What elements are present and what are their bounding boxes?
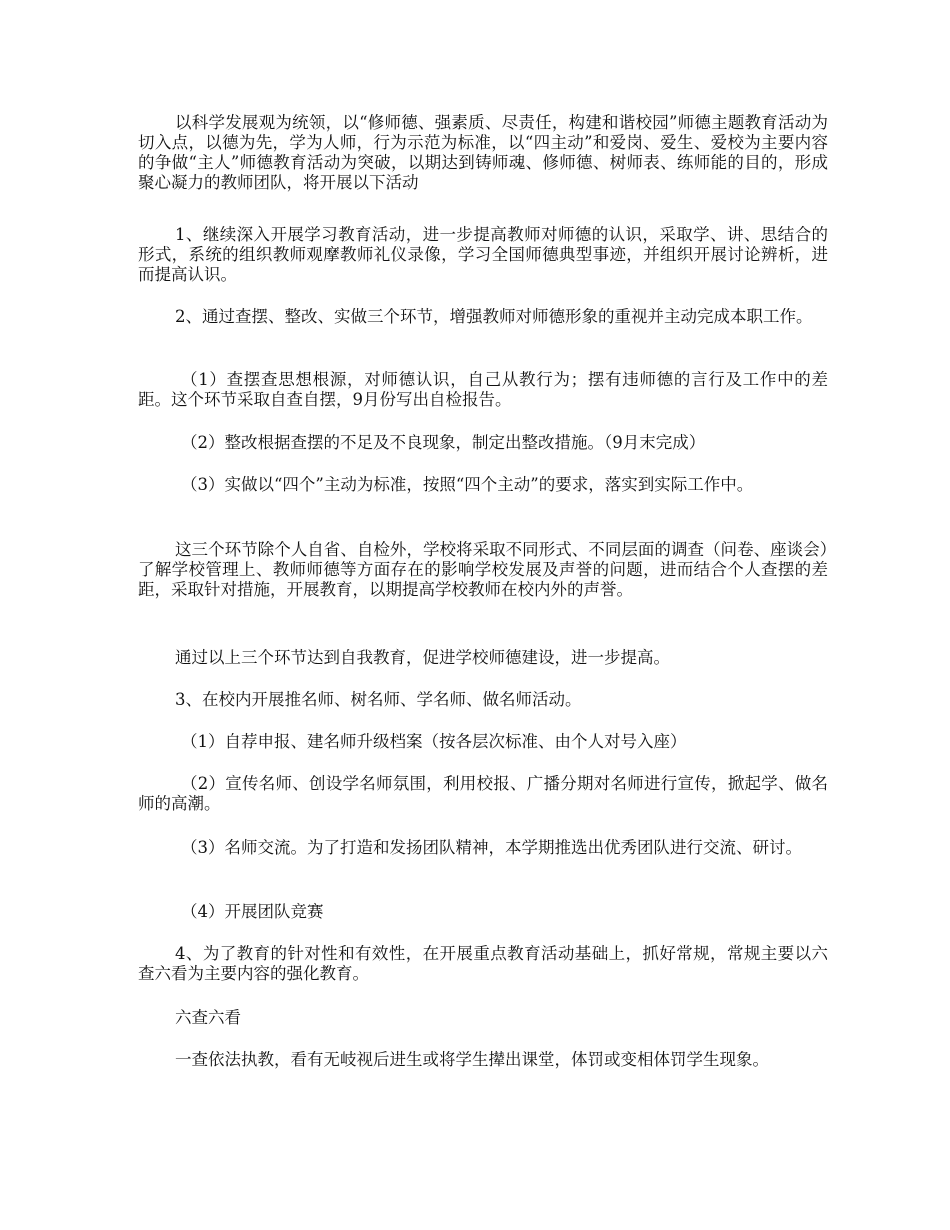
item-2-sub-3-paragraph: （3）实做以“四个”主动为标准，按照“四个主动”的要求，落实到实际工作中。	[181, 475, 754, 494]
item-3-sub-2-paragraph: （2）宣传名师、创设学名师氛围，利用校报、广播分期对名师进行宣传，掀起学、做名师的高潮。	[138, 774, 828, 813]
item-2-sub-1-paragraph: （1）查摆查思想根源，对师德认识，自己从教行为；摆有违师德的言行及工作中的差距。这个环节采取自查自摆，9月份写出自检报告。	[138, 370, 828, 409]
item-2-paragraph: 2、通过查摆、整改、实做三个环节，增强教师对师德形象的重视并主动完成本职工作。	[175, 307, 813, 326]
item-3-sub-4-paragraph: （4）开展团队竞赛	[181, 902, 324, 921]
item-3-paragraph: 3、在校内开展推名师、树名师、学名师、做名师活动。	[175, 690, 582, 709]
section-heading: 六查六看	[175, 1008, 241, 1027]
item-1-paragraph: 1、继续深入开展学习教育活动，进一步提高教师对师德的认识，采取学、讲、思结合的形式，系统的组织教师观摩教师礼仪录像，学习全国师德典型事迹，并组织开展讨论辨析，进而提高认识。	[138, 225, 828, 284]
item-2-sub-2-paragraph: （2）整改根据查摆的不足及不良现象，制定出整改措施。（9月末完成）	[181, 433, 706, 452]
self-education-paragraph: 通过以上三个环节达到自我教育，促进学校师德建设，进一步提高。	[175, 648, 670, 667]
item-3-sub-1-paragraph: （1）自荐申报、建名师升级档案（按各层次标准、由个人对号入座）	[181, 732, 687, 751]
intro-paragraph: 以科学发展观为统领，以“修师德、强素质、尽责任，构建和谐校园”师德主题教育活动为切入点，以德为先，学为人师，行为示范为标准，以“四主动”和爱岗、爱生、爱校为主要内容的争做“主人”师德教育活动为突破，以期达到铸师魂、修师德、树师表、练师能的目的，形成聚心凝力的教师团队，将开展以下活动	[138, 113, 828, 192]
item-4-paragraph: 4、为了教育的针对性和有效性，在开展重点教育活动基础上，抓好常规，常规主要以六查六看为主要内容的强化教育。	[138, 944, 828, 983]
three-steps-paragraph: 这三个环节除个人自省、自检外，学校将采取不同形式、不同层面的调查（问卷、座谈会）了解学校管理上、教师师德等方面存在的影响学校发展及声誉的问题，进而结合个人查摆的差距，采取针对措施，开展教育，以期提高学校教师在校内外的声誉。	[138, 540, 828, 599]
check-1-paragraph: 一查依法执教，看有无岐视后进生或将学生撵出课堂，体罚或变相体罚学生现象。	[175, 1050, 769, 1069]
item-3-sub-3-paragraph: （3）名师交流。为了打造和发扬团队精神，本学期推选出优秀团队进行交流、研讨。	[181, 838, 802, 857]
